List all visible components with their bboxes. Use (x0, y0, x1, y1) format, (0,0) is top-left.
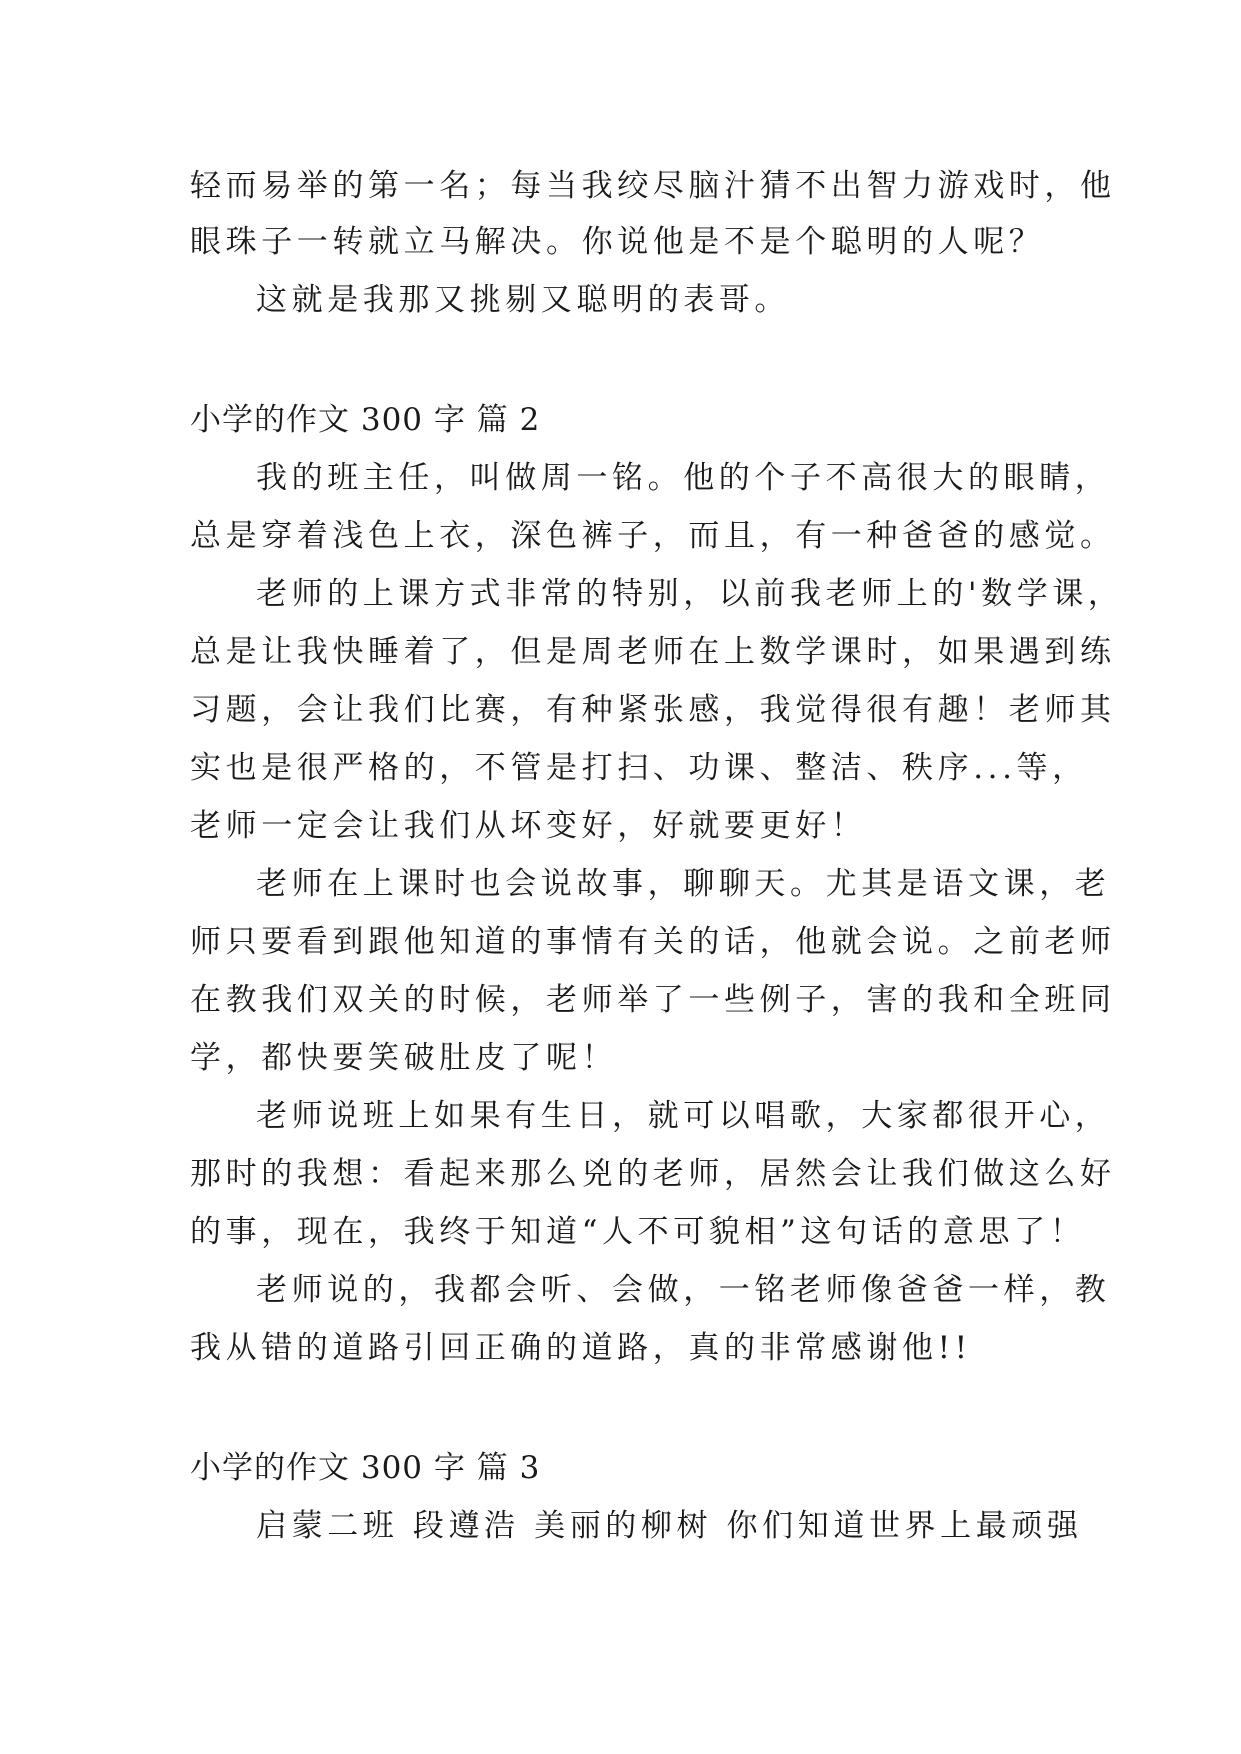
section-3-line-1: 启蒙二班 段遵浩 美丽的柳树 你们知道世界上最顽强 (256, 1508, 1083, 1544)
section-2-line-9: 师只要看到跟他知道的事情有关的话，他就会说。之前老师 (190, 924, 1116, 960)
section-2-line-7: 老师一定会让我们从坏变好，好就要更好！ (190, 808, 867, 844)
section-2-line-5: 习题，会让我们比赛，有种紧张感，我觉得很有趣！老师其 (190, 692, 1116, 728)
section-2-line-1: 我的班主任，叫做周一铭。他的个子不高很大的眼睛， (256, 460, 1111, 496)
section-2-line-8: 老师在上课时也会说故事，聊聊天。尤其是语文课，老 (256, 866, 1111, 902)
intro-line-2: 眼珠子一转就立马解决。你说他是不是个聪明的人呢？ (190, 224, 1045, 260)
section-2-heading: 小学的作文 300 字 篇 2 (190, 402, 541, 438)
intro-line-3: 这就是我那又挑剔又聪明的表哥。 (256, 282, 790, 318)
section-2-line-16: 我从错的道路引回正确的道路，真的非常感谢他!! (190, 1330, 972, 1366)
section-2-line-2: 总是穿着浅色上衣，深色裤子，而且，有一种爸爸的感觉。 (190, 518, 1116, 554)
section-3-heading: 小学的作文 300 字 篇 3 (190, 1450, 541, 1486)
section-2-line-15: 老师说的，我都会听、会做，一铭老师像爸爸一样，教 (256, 1272, 1111, 1308)
section-2-line-11: 学，都快要笑破肚皮了呢！ (190, 1040, 618, 1076)
intro-line-1: 轻而易举的第一名；每当我绞尽脑汁猜不出智力游戏时，他 (190, 168, 1116, 204)
section-2-line-4: 总是让我快睡着了，但是周老师在上数学课时，如果遇到练 (190, 634, 1116, 670)
section-2-line-12: 老师说班上如果有生日，就可以唱歌，大家都很开心， (256, 1098, 1111, 1134)
section-2-line-6: 实也是很严格的，不管是打扫、功课、整洁、秩序...等， (190, 750, 1088, 786)
section-2-line-13: 那时的我想：看起来那么兇的老师，居然会让我们做这么好 (190, 1156, 1116, 1192)
section-2-line-3: 老师的上课方式非常的特别，以前我老师上的'数学课， (256, 576, 1124, 612)
section-2-line-10: 在教我们双关的时候，老师举了一些例子，害的我和全班同 (190, 982, 1116, 1018)
section-2-line-14: 的事，现在，我终于知道“人不可貌相”这句话的意思了！ (190, 1214, 1086, 1250)
